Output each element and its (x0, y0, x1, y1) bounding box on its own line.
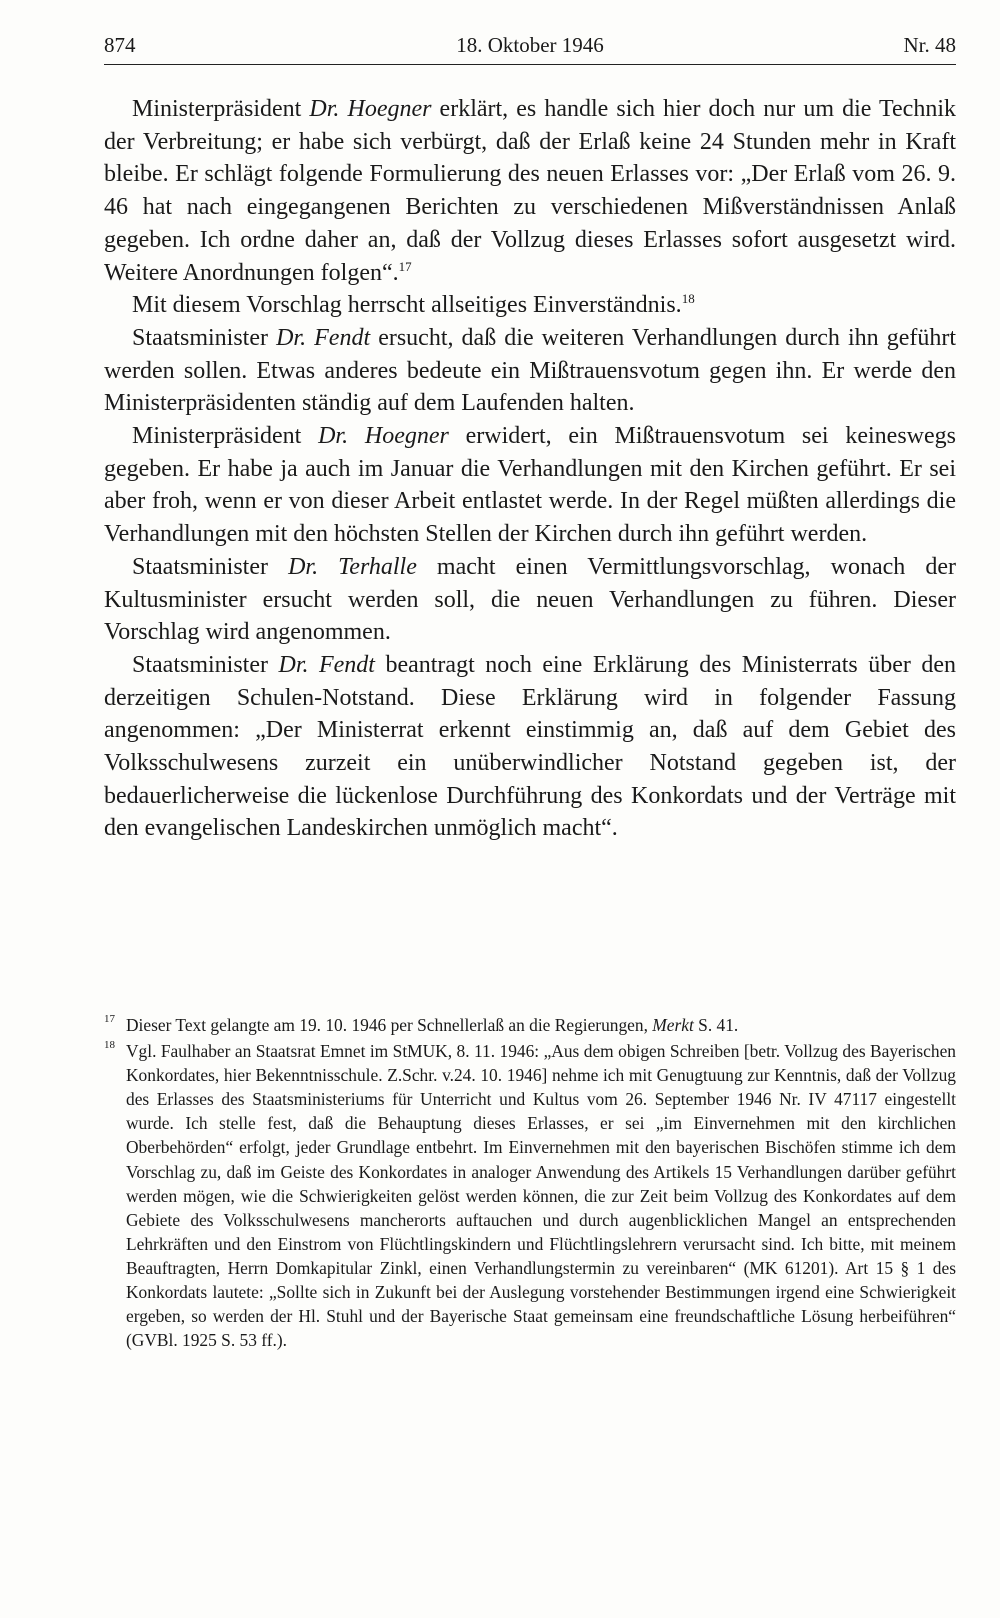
speaker-name: Dr. Terhalle (288, 553, 417, 580)
paragraph-agreement (104, 289, 956, 322)
page-number: 874 (104, 33, 136, 57)
footnote-citation: Merkt (652, 1015, 694, 1035)
paragraph-hoegner-reply (104, 420, 956, 551)
footnote-17 (104, 1013, 956, 1037)
header-date: 18. Oktober 1946 (456, 33, 604, 57)
running-header (104, 30, 956, 64)
paragraph-text: Staatsminister (132, 324, 277, 351)
footnote-ref[interactable]: 18 (681, 291, 695, 307)
footnote-text: Vgl. Faulhaber an Staatsrat Emnet im StMUK, 8. 11. 1946: „Aus dem obigen Schreiben [betr. Vollzug des Bayerischen Konkordates, hier Bekenntnisschule. Z.Schr. v.24. 10. 1946] nehme ich mit Genugtuung zur Kenntnis, daß der Vollzug des Erlasses des Staatsministeriums für Unterricht und Kultus vom 26. September 1946 Nr. IV 47117 eingestellt wurde. Ich stelle fest, daß die Behauptung dieses Erlasses, er sei „im Einvernehmen mit den kirchlichen Oberbehörden“ erfolgt, jeder Grundlage entbehrt. Im Einvernehmen mit den bayerischen Bischöfen stimme ich dem Vorschlag zu, daß im Geiste des Konkordates in analoger Anwendung des Artikels 15 Verhandlungen darüber geführt werden mögen, wie die Schwierigkeiten gelöst werden können, die zur Zeit beim Vollzug des Konkordates auf dem Gebiete des Volksschulwesens mancherorts auftauchen und durch augenblicklichen Mangel an entsprechenden Lehrkräften und den Einstrom von Flüchtlingskindern und Flüchtlingslehrern verursacht sind. Ich bitte, mit meinem Beauftragten, Herrn Domkapitular Zinkl, einen Verhandlungstermin zu vereinbaren“ (MK 61201). Art 15 § 1 des Konkordats lautete: „Sollte sich in Zukunft bei der Auslegung vorstehender Bestimmungen irgend eine Schwierigkeit ergeben, so werden der Hl. Stuhl und der Bayerische Staat gemeinsam eine freundschaftliche Lösung herbeiführen“ (GVBl. 1925 S. 53 ff.). (126, 1041, 956, 1351)
footnote-ref[interactable]: 17 (398, 258, 412, 274)
footnote-number: 18 (104, 1039, 115, 1052)
paragraph-terhalle-proposal (104, 551, 956, 649)
paragraph-text: erwidert, ein Mißtrauensvotum sei keineswegs gegeben. Er habe ja auch im Januar die Verhandlungen mit den Kirchen geführt. Er sei aber froh, wenn er von dieser Arbeit entlastet werde. In der Regel müßten allerdings die Verhandlungen mit den höchsten Stellen der Kirchen durch ihn geführt werden. (104, 423, 956, 548)
footnote-18 (104, 1039, 956, 1352)
speaker-name: Dr. Fendt (278, 651, 375, 678)
footnote-number: 17 (104, 1013, 115, 1025)
paragraph-text: erklärt, es handle sich hier doch nur um die Technik der Verbreitung; er habe sich verbürgt, daß der Erlaß keine 24 Stunden mehr in Kraft bleibe. Er schlägt folgende Formulierung des neuen Erlasses vor: „Der Erlaß vom 26. 9. 46 hat nach eingegangenen Berichten zu verschiedenen Mißverständnissen Anlaß gegeben. Ich ordne daher an, daß der Vollzug dieses Erlasses sofort ausgesetzt wird. Weitere Anordnungen folgen“. (104, 96, 956, 286)
paragraph-text: Ministerpräsident (132, 96, 310, 122)
paragraph-text: Staatsminister (132, 553, 289, 580)
paragraph-text: macht einen Vermittlungsvorschlag, wonach der Kultusminister ersucht werden soll, die neuen Verhandlungen zu führen. Dieser Vorschlag wird angenommen. (104, 553, 956, 646)
paragraph-text: ersucht, daß die weiteren Verhandlungen durch ihn geführt werden sollen. Etwas anderes bedeute ein Mißtrauensvotum gegen ihn. Er werde den Ministerpräsidenten ständig auf dem Laufenden halten. (104, 324, 957, 417)
speaker-name: Dr. Hoegner (318, 423, 449, 450)
main-text (104, 93, 956, 845)
footnotes (104, 1013, 956, 1352)
issue-number: Nr. 48 (903, 33, 956, 57)
footnote-text: S. 41. (693, 1015, 739, 1035)
paragraph-text: Mit diesem Vorschlag herrscht allseitiges Einverständnis. (132, 292, 682, 319)
speaker-name: Dr. Fendt (276, 324, 371, 351)
paragraph-text: Ministerpräsident (132, 423, 319, 450)
paragraph-hoegner-proposal (104, 93, 956, 289)
header-rule (104, 64, 956, 65)
paragraph-fendt-request (104, 322, 956, 420)
paragraph-text: beantragt noch eine Erklärung des Ministerrats über den derzeitigen Schulen-Notstand. Diese Erklärung wird in folgender Fassung angenommen: „Der Ministerrat erkennt einstimmig an, daß auf dem Gebiet des Volksschulwesens zurzeit ein unüberwindlicher Notstand gegeben ist, der bedauerlicherweise die lückenlose Durchführung des Konkordats und der Verträge mit den evangelischen Landeskirchen unmöglich macht“. (104, 651, 957, 842)
footnote-text: Dieser Text gelangte am 19. 10. 1946 per Schnellerlaß an die Regierungen, (126, 1015, 653, 1035)
paragraph-fendt-declaration (104, 649, 956, 845)
speaker-name: Dr. Hoegner (309, 96, 432, 122)
paragraph-text: Staatsminister (132, 651, 279, 678)
